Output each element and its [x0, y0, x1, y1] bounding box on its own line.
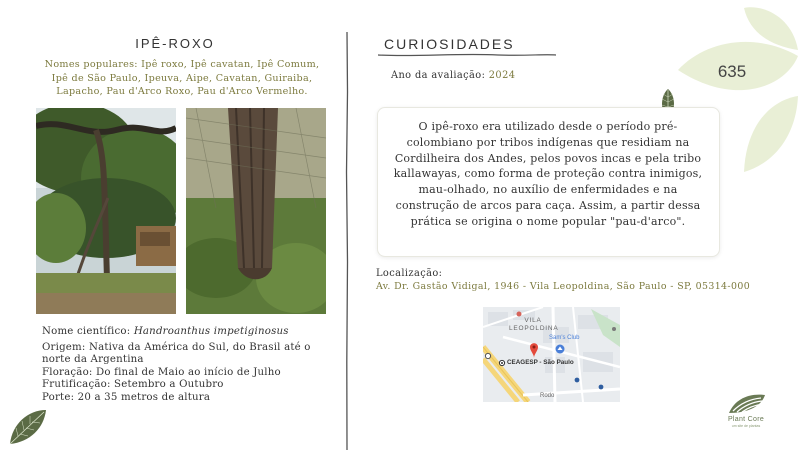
origin-line: Origem: Nativa da América do Sul, do Brasil até o norte da Argentina — [42, 341, 311, 366]
plant-title: IPÊ-ROXO — [135, 36, 215, 51]
logo-tagline: um site de plantas — [731, 424, 761, 428]
map-store-label: Sam's Club — [549, 335, 580, 341]
decorative-leaf-bottom-icon — [8, 408, 48, 446]
column-divider — [345, 32, 349, 450]
section-title: CURIOSIDADES — [384, 36, 515, 52]
scientific-name: Handroanthus impetiginosus — [133, 326, 289, 337]
photo-tree-canopy — [36, 108, 176, 314]
plant-facts — [42, 326, 332, 405]
popular-names: Nomes populares: Ipê roxo, Ipê cavatan, Ipê Comum, Ipê de São Paulo, Ipeuva, Aipe, Cavatan, Guiraiba, Lapacho, Pau d'Arco Roxo, Pau d'Arco Vermelho. — [44, 59, 320, 97]
size-line: Porte: 20 a 35 metros de altura — [42, 391, 211, 403]
year-value: 2024 — [488, 70, 516, 81]
evaluation-year: Ano da avaliação: 2024 — [391, 70, 516, 81]
fruiting-line: Frutificação: Setembro a Outubro — [42, 379, 224, 391]
photo-tree-trunk — [186, 108, 326, 314]
title-underline — [378, 52, 558, 58]
flowering-line: Floração: Do final de Maio ao início de Julho — [42, 366, 281, 378]
location-label: Localização: — [376, 268, 443, 279]
logo-name: Plant Core — [727, 416, 765, 423]
map-road-label: Rodo — [540, 393, 555, 399]
location-map[interactable] — [483, 307, 620, 402]
decorative-leaf-lower-icon — [742, 94, 800, 174]
plant-core-logo-icon — [727, 393, 767, 415]
scientific-name-line: Nome científico: Handroanthus impetiginosus — [42, 326, 289, 337]
map-place-label: CEAGESP - São Paulo — [507, 359, 574, 366]
badge-number: 635 — [717, 62, 747, 81]
map-area-label: VILA LEOPOLDINA — [509, 317, 559, 332]
curiosity-text: O ipê-roxo era utilizado desde o período pré-colombiano por tribos indígenas que residiam na Cordilheira dos Andes, pelos povos incas e pela tribo kallawayas, como forma de proteção contra inimigos, mau-olhado, no auxílio de enfermidades e na construção de arcos para caça. Assim, a partir dessa prática se origina o nome popular "pau-d'arco". — [393, 120, 703, 228]
location-address: Av. Dr. Gastão Vidigal, 1946 - Vila Leopoldina, São Paulo - SP, 05314-000 — [376, 281, 751, 292]
